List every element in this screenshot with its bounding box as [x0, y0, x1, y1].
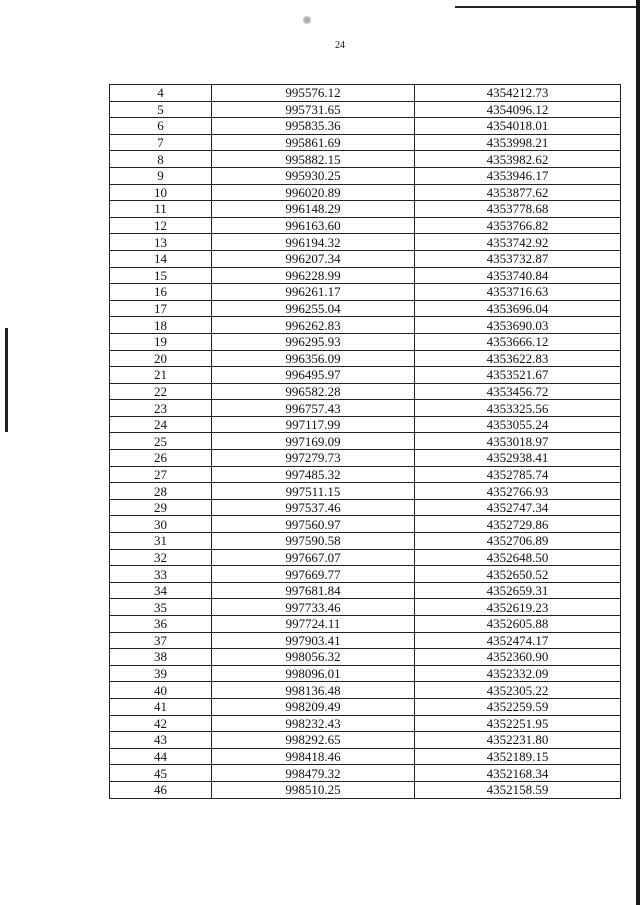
table-row: [110, 134, 621, 151]
y-coordinate-cell: 4352305.22: [415, 682, 621, 699]
table-row: [110, 416, 621, 433]
y-coordinate-cell: 4352605.88: [415, 616, 621, 633]
y-coordinate-cell: 4353766.82: [415, 217, 621, 234]
y-coordinate-cell: 4353946.17: [415, 167, 621, 184]
table-row: [110, 649, 621, 666]
y-coordinate-cell: 4352747.34: [415, 499, 621, 516]
table-row: [110, 450, 621, 467]
y-coordinate-cell: 4353716.63: [415, 284, 621, 301]
x-coordinate-cell: 997279.73: [212, 450, 415, 467]
y-coordinate-cell: 4352474.17: [415, 632, 621, 649]
x-coordinate-cell: 997511.15: [212, 483, 415, 500]
point-number-cell: 44: [110, 748, 212, 765]
table-row: [110, 383, 621, 400]
point-number-cell: 11: [110, 201, 212, 218]
left-margin-bar: [5, 328, 8, 432]
point-number-cell: 28: [110, 483, 212, 500]
coordinates-table-body: [110, 85, 621, 799]
x-coordinate-cell: 996255.04: [212, 300, 415, 317]
x-coordinate-cell: 996295.93: [212, 333, 415, 350]
point-number-cell: 13: [110, 234, 212, 251]
x-coordinate-cell: 997681.84: [212, 582, 415, 599]
table-row: [110, 748, 621, 765]
y-coordinate-cell: 4352332.09: [415, 665, 621, 682]
point-number-cell: 18: [110, 317, 212, 334]
x-coordinate-cell: 998418.46: [212, 748, 415, 765]
table-row: [110, 516, 621, 533]
x-coordinate-cell: 995930.25: [212, 167, 415, 184]
y-coordinate-cell: 4352766.93: [415, 483, 621, 500]
x-coordinate-cell: 996582.28: [212, 383, 415, 400]
y-coordinate-cell: 4352231.80: [415, 732, 621, 749]
table-row: [110, 101, 621, 118]
table-row: [110, 698, 621, 715]
table-row: [110, 317, 621, 334]
point-number-cell: 14: [110, 250, 212, 267]
y-coordinate-cell: 4353055.24: [415, 416, 621, 433]
scan-mark: [300, 16, 314, 24]
point-number-cell: 37: [110, 632, 212, 649]
x-coordinate-cell: 997590.58: [212, 533, 415, 550]
point-number-cell: 31: [110, 533, 212, 550]
table-row: [110, 201, 621, 218]
y-coordinate-cell: 4352785.74: [415, 466, 621, 483]
y-coordinate-cell: 4353521.67: [415, 367, 621, 384]
table-row: [110, 167, 621, 184]
y-coordinate-cell: 4353696.04: [415, 300, 621, 317]
point-number-cell: 39: [110, 665, 212, 682]
y-coordinate-cell: 4352251.95: [415, 715, 621, 732]
table-row: [110, 300, 621, 317]
y-coordinate-cell: 4354018.01: [415, 118, 621, 135]
point-number-cell: 38: [110, 649, 212, 666]
y-coordinate-cell: 4354096.12: [415, 101, 621, 118]
y-coordinate-cell: 4354212.73: [415, 85, 621, 102]
point-number-cell: 22: [110, 383, 212, 400]
point-number-cell: 41: [110, 698, 212, 715]
table-row: [110, 333, 621, 350]
y-coordinate-cell: 4352729.86: [415, 516, 621, 533]
coordinates-table: [109, 84, 621, 799]
x-coordinate-cell: 997724.11: [212, 616, 415, 633]
point-number-cell: 20: [110, 350, 212, 367]
table-row: [110, 284, 621, 301]
point-number-cell: 36: [110, 616, 212, 633]
x-coordinate-cell: 995835.36: [212, 118, 415, 135]
point-number-cell: 26: [110, 450, 212, 467]
point-number-cell: 42: [110, 715, 212, 732]
table-row: [110, 665, 621, 682]
x-coordinate-cell: 997669.77: [212, 566, 415, 583]
table-row: [110, 499, 621, 516]
table-row: [110, 732, 621, 749]
table-row: [110, 184, 621, 201]
y-coordinate-cell: 4353690.03: [415, 317, 621, 334]
x-coordinate-cell: 998479.32: [212, 765, 415, 782]
x-coordinate-cell: 996194.32: [212, 234, 415, 251]
y-coordinate-cell: 4353325.56: [415, 400, 621, 417]
y-coordinate-cell: 4352168.34: [415, 765, 621, 782]
point-number-cell: 21: [110, 367, 212, 384]
table-row: [110, 582, 621, 599]
x-coordinate-cell: 996207.34: [212, 250, 415, 267]
x-coordinate-cell: 996495.97: [212, 367, 415, 384]
y-coordinate-cell: 4352648.50: [415, 549, 621, 566]
y-coordinate-cell: 4352650.52: [415, 566, 621, 583]
y-coordinate-cell: 4352938.41: [415, 450, 621, 467]
table-row: [110, 250, 621, 267]
x-coordinate-cell: 996163.60: [212, 217, 415, 234]
y-coordinate-cell: 4353778.68: [415, 201, 621, 218]
y-coordinate-cell: 4352706.89: [415, 533, 621, 550]
point-number-cell: 32: [110, 549, 212, 566]
point-number-cell: 10: [110, 184, 212, 201]
x-coordinate-cell: 997733.46: [212, 599, 415, 616]
x-coordinate-cell: 997485.32: [212, 466, 415, 483]
y-coordinate-cell: 4353740.84: [415, 267, 621, 284]
table-row: [110, 549, 621, 566]
x-coordinate-cell: 998209.49: [212, 698, 415, 715]
x-coordinate-cell: 996148.29: [212, 201, 415, 218]
x-coordinate-cell: 997537.46: [212, 499, 415, 516]
x-coordinate-cell: 996757.43: [212, 400, 415, 417]
x-coordinate-cell: 997560.97: [212, 516, 415, 533]
page-number: 24: [335, 40, 345, 51]
table-row: [110, 483, 621, 500]
table-row: [110, 632, 621, 649]
table-row: [110, 765, 621, 782]
table-row: [110, 566, 621, 583]
x-coordinate-cell: 997667.07: [212, 549, 415, 566]
x-coordinate-cell: 998232.43: [212, 715, 415, 732]
point-number-cell: 7: [110, 134, 212, 151]
y-coordinate-cell: 4353982.62: [415, 151, 621, 168]
table-row: [110, 151, 621, 168]
point-number-cell: 27: [110, 466, 212, 483]
table-row: [110, 616, 621, 633]
x-coordinate-cell: 996228.99: [212, 267, 415, 284]
y-coordinate-cell: 4353732.87: [415, 250, 621, 267]
x-coordinate-cell: 998292.65: [212, 732, 415, 749]
table-row: [110, 781, 621, 798]
y-coordinate-cell: 4352360.90: [415, 649, 621, 666]
y-coordinate-cell: 4352259.59: [415, 698, 621, 715]
y-coordinate-cell: 4353666.12: [415, 333, 621, 350]
point-number-cell: 12: [110, 217, 212, 234]
point-number-cell: 40: [110, 682, 212, 699]
point-number-cell: 17: [110, 300, 212, 317]
y-coordinate-cell: 4353998.21: [415, 134, 621, 151]
table-row: [110, 599, 621, 616]
x-coordinate-cell: 995576.12: [212, 85, 415, 102]
point-number-cell: 34: [110, 582, 212, 599]
point-number-cell: 46: [110, 781, 212, 798]
point-number-cell: 4: [110, 85, 212, 102]
table-row: [110, 217, 621, 234]
point-number-cell: 6: [110, 118, 212, 135]
x-coordinate-cell: 997117.99: [212, 416, 415, 433]
y-coordinate-cell: 4353877.62: [415, 184, 621, 201]
table-row: [110, 466, 621, 483]
x-coordinate-cell: 996020.89: [212, 184, 415, 201]
point-number-cell: 15: [110, 267, 212, 284]
point-number-cell: 16: [110, 284, 212, 301]
y-coordinate-cell: 4353456.72: [415, 383, 621, 400]
x-coordinate-cell: 998510.25: [212, 781, 415, 798]
x-coordinate-cell: 998096.01: [212, 665, 415, 682]
x-coordinate-cell: 995882.15: [212, 151, 415, 168]
table-row: [110, 234, 621, 251]
point-number-cell: 45: [110, 765, 212, 782]
point-number-cell: 23: [110, 400, 212, 417]
x-coordinate-cell: 995731.65: [212, 101, 415, 118]
point-number-cell: 9: [110, 167, 212, 184]
table-row: [110, 433, 621, 450]
y-coordinate-cell: 4353622.83: [415, 350, 621, 367]
y-coordinate-cell: 4353018.97: [415, 433, 621, 450]
top-rule: [455, 6, 640, 8]
point-number-cell: 30: [110, 516, 212, 533]
x-coordinate-cell: 998056.32: [212, 649, 415, 666]
y-coordinate-cell: 4352158.59: [415, 781, 621, 798]
point-number-cell: 29: [110, 499, 212, 516]
table-row: [110, 118, 621, 135]
table-row: [110, 533, 621, 550]
point-number-cell: 8: [110, 151, 212, 168]
table-row: [110, 682, 621, 699]
x-coordinate-cell: 996261.17: [212, 284, 415, 301]
y-coordinate-cell: 4352619.23: [415, 599, 621, 616]
table-row: [110, 267, 621, 284]
x-coordinate-cell: 996356.09: [212, 350, 415, 367]
point-number-cell: 19: [110, 333, 212, 350]
x-coordinate-cell: 995861.69: [212, 134, 415, 151]
point-number-cell: 5: [110, 101, 212, 118]
point-number-cell: 33: [110, 566, 212, 583]
x-coordinate-cell: 996262.83: [212, 317, 415, 334]
x-coordinate-cell: 997169.09: [212, 433, 415, 450]
y-coordinate-cell: 4352189.15: [415, 748, 621, 765]
table-row: [110, 400, 621, 417]
table-row: [110, 715, 621, 732]
table-row: [110, 350, 621, 367]
y-coordinate-cell: 4352659.31: [415, 582, 621, 599]
x-coordinate-cell: 998136.48: [212, 682, 415, 699]
page-right-edge: [636, 0, 640, 905]
x-coordinate-cell: 997903.41: [212, 632, 415, 649]
point-number-cell: 25: [110, 433, 212, 450]
point-number-cell: 35: [110, 599, 212, 616]
table-row: [110, 85, 621, 102]
y-coordinate-cell: 4353742.92: [415, 234, 621, 251]
table-row: [110, 367, 621, 384]
point-number-cell: 43: [110, 732, 212, 749]
point-number-cell: 24: [110, 416, 212, 433]
